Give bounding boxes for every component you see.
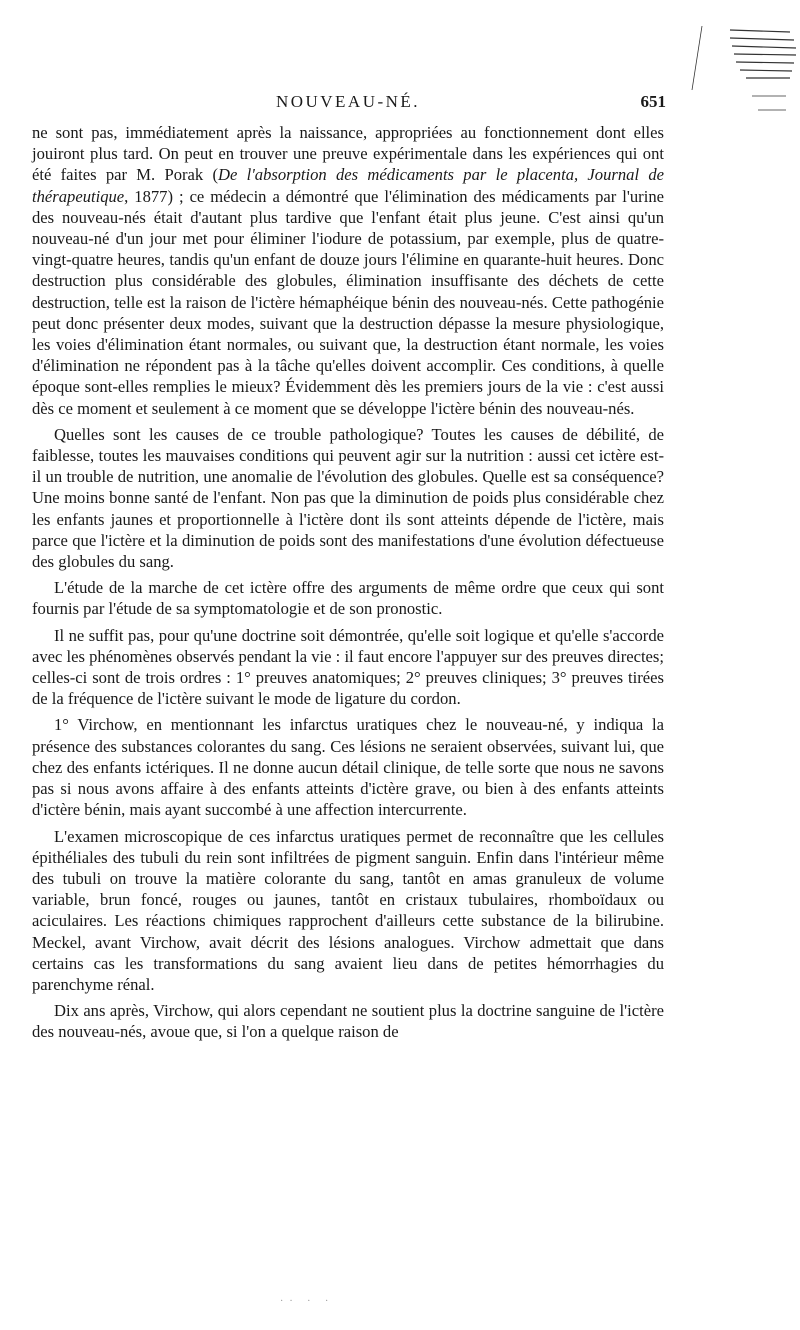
text-run: Il ne suffit pas, pour qu'une doctrine soit démontrée, qu'elle soit logique et qu'elle s'accorde avec les phénomènes observés pendant la vie : il faut encore l'appuyer sur des preuves directes; celles-ci sont de trois ordres : 1° preuves anatomiques; 2° preuves cliniques; 3° preuves tirées de la fréquence de l'ictère suivant le mode de ligature du cordon. (32, 625, 664, 709)
paragraph (32, 826, 664, 996)
text-run: L'étude de la marche de cet ictère offre des arguments de même ordre que ceux qui sont fournis par l'étude de sa symptomatologie et de son pronostic. (32, 578, 664, 619)
text-run: , 1877) ; ce médecin a démontré que l'élimination des médicaments par l'urine des nouveau-nés était d'autant plus tardive que l'enfant était plus jeune. C'est ainsi qu'un nouveau-né d'un jour met pour éliminer l'iodure de potassium, par exemple, plus de quatre-vingt-quatre heures, tandis qu'un enfant de douze jours l'élimine en quarante-huit heures. Donc destruction plus considérable des globules, élimination insuffisante des déchets de cette destruction, telle est la raison de l'ictère hémaphéique bénin des nouveau-nés. Cette pathogénie peut donc présenter deux modes, suivant que la destruction dépasse la mesure physiologique, les voies d'élimination étant normales, ou suivant que, la destruction étant normale, les voies d'élimination ne répondent pas à la tâche qu'elles doivent accomplir. Ces conditions, à quelle époque sont-elles remplies le mieux? Évidemment dès les premiers jours de la vie : c'est aussi dès ce moment et seulement à ce moment que se développe l'ictère bénin des nouveau-nés. (32, 186, 664, 418)
text-run: 1° Virchow, en mentionnant les infarctus uratiques chez le nouveau-né, y indiqua la présence des substances colorantes du sang. Ces lésions ne seraient observées, suivant lui, que chez des enfants ictériques. Il ne donne aucun détail clinique, de telle sorte que nous ne savons pas si nous avons affaire à des enfants atteints d'ictère grave, ou bien à des enfants atteints d'ictère bénin, mais ayant succombé à une affection intercurrente. (32, 715, 664, 820)
paragraph (32, 1000, 664, 1042)
paragraph (32, 714, 664, 820)
text-run: Quelles sont les causes de ce trouble pathologique? Toutes les causes de débilité, de faiblesse, toutes les mauvaises conditions qui peuvent agir sur la nutrition : aussi cet ictère est-il un trouble de nutrition, une anomalie de l'évolution des globules. Quelle est sa conséquence? Une moins bonne santé de l'enfant. Non pas que la diminution de poids plus considérable chez les enfants jaunes et proportionnelle à l'ictère dont ils sont atteints dépende de l'ictère, mais parce que l'ictère et la diminution de poids sont des manifestations d'une évolution défectueuse des globules du sang. (32, 424, 664, 572)
scan-edge-artifact (690, 18, 800, 118)
paragraph (32, 424, 664, 572)
scan-bottom-artifact: ·· · · (280, 1296, 335, 1307)
paragraph (32, 625, 664, 710)
body-text (32, 122, 664, 1048)
italic-citation: De l'absorption des médicaments par le placenta, Journal de thérapeutique (32, 165, 664, 206)
page-number: 651 (640, 92, 666, 111)
text-run: Dix ans après, Virchow, qui alors cependant ne soutient plus la doctrine sanguine de l'ictère des nouveau-nés, avoue que, si l'on a quelque raison de (32, 1001, 664, 1042)
running-title: NOUVEAU-NÉ. (275, 92, 421, 111)
page-header (30, 92, 666, 118)
text-run: L'examen microscopique de ces infarctus uratiques permet de reconnaître que les cellules épithéliales des tubuli du rein sont infiltrées de pigment sanguin. Enfin dans l'intérieur même des tubuli on trouve la matière colorante du sang, tantôt en amas granuleux de volume variable, brun foncé, rouges ou jaunes, tantôt en cristaux tubulaires, rhomboïdaux ou aciculaires. Les réactions chimiques rapprochent d'ailleurs cette substance de la bilirubine. Meckel, avant Virchow, avait décrit des lésions analogues. Virchow admettait que dans certains cas les transformations du sang avaient lieu dans de petites hémorrhagies du parenchyme rénal. (32, 826, 664, 994)
text-run: ne sont pas, immédiatement après la naissance, appropriées au fonctionnement dont elles jouiront plus tard. On peut en trouver une preuve expérimentale dans les expériences qui ont été faites par M. Porak ( (32, 123, 664, 185)
paragraph (32, 122, 664, 419)
paragraph (32, 577, 664, 619)
